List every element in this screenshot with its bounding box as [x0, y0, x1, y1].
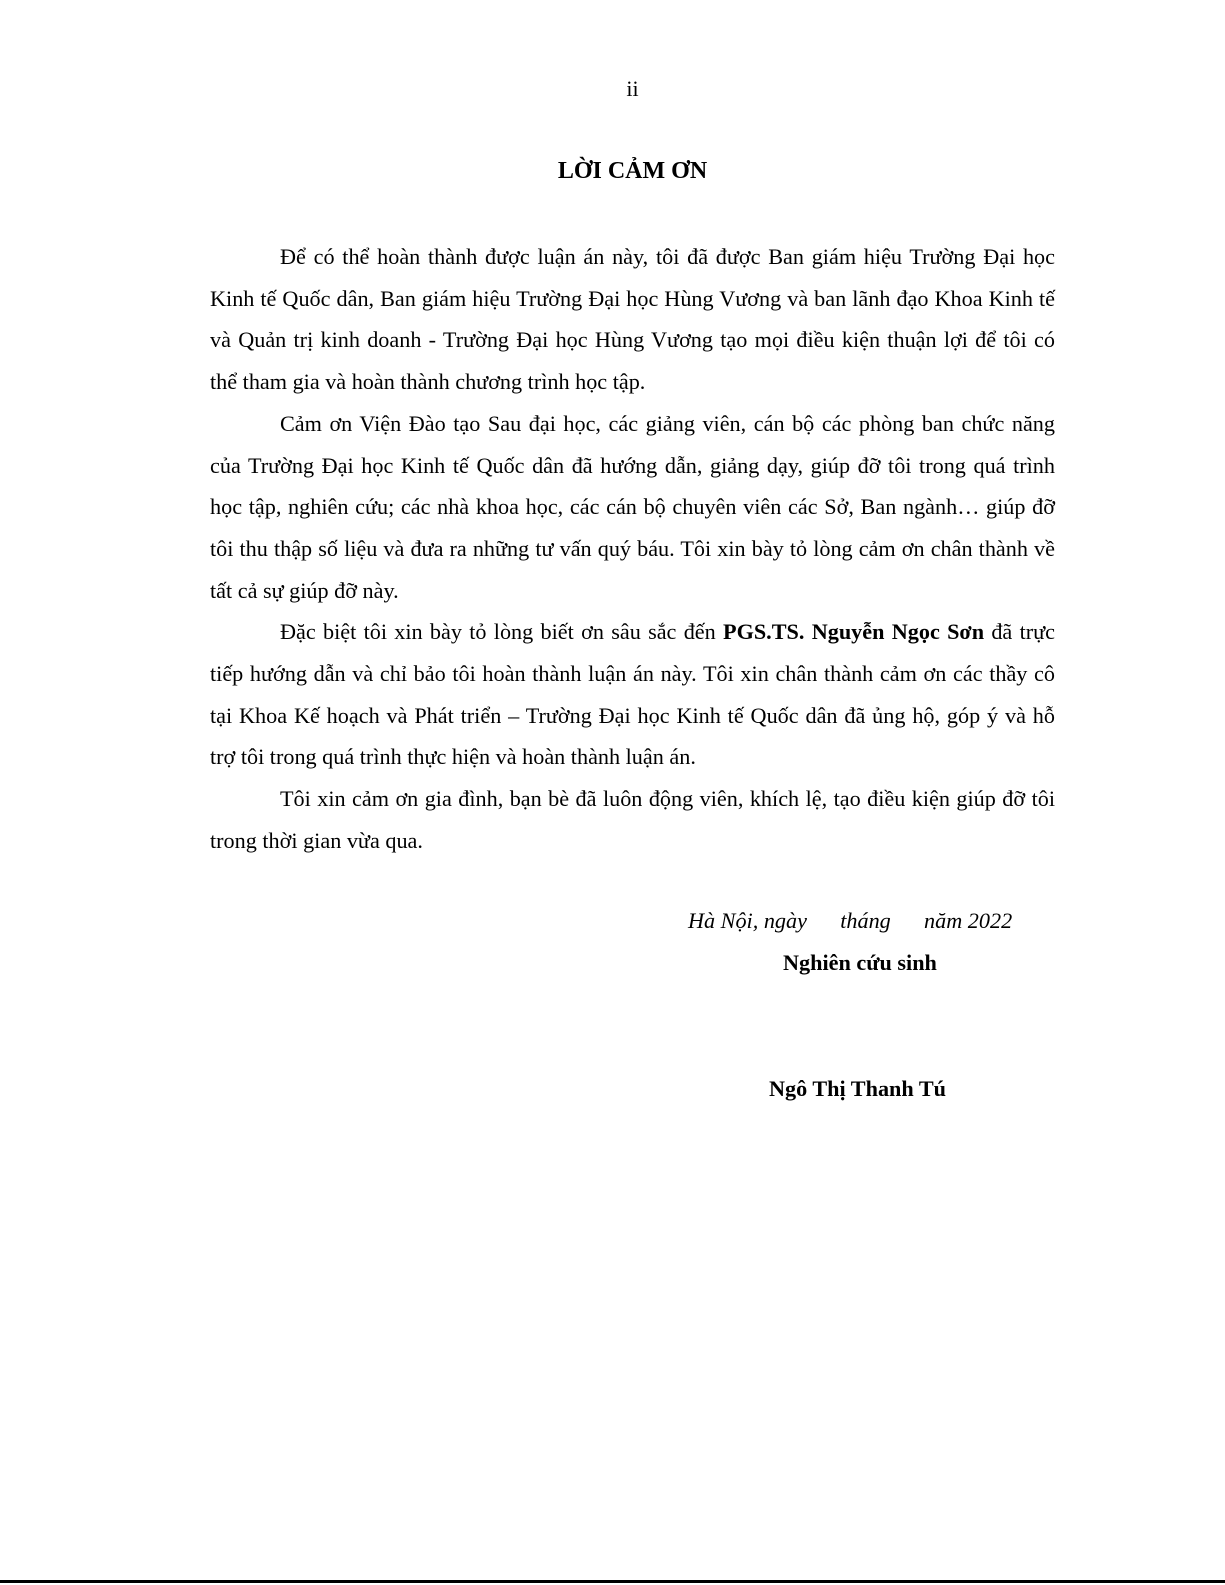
paragraph-institutions: Để có thể hoàn thành được luận án này, tôi đã được Ban giám hiệu Trường Đại học Kinh tế Quốc dân, Ban giám hiệu Trường Đại học Hùng Vương và ban lãnh đạo Khoa Kinh tế và Quản trị kinh doanh - Trường Đại học Hùng Vương tạo mọi điều kiện thuận lợi để tôi có thể tham gia và hoàn thành chương trình học tập. [210, 244, 1055, 395]
paragraph-advisor [210, 611, 1055, 778]
paragraph-staff: Cảm ơn Viện Đào tạo Sau đại học, các giảng viên, cán bộ các phòng ban chức năng của Trường Đại học Kinh tế Quốc dân đã hướng dẫn, giảng dạy, giúp đỡ tôi trong quá trình học tập, nghiên cứu; các nhà khoa học, các cán bộ chuyên viên các Sở, Ban ngành… giúp đỡ tôi thu thập số liệu và đưa ra những tư vấn quý báu. Tôi xin bày tỏ lòng cảm ơn chân thành về tất cả sự giúp đỡ này. [210, 410, 1055, 603]
paragraph-family: Tôi xin cảm ơn gia đình, bạn bè đã luôn động viên, khích lệ, tạo điều kiện giúp đỡ tôi trong thời gian vừa qua. [210, 786, 1055, 853]
page-number: ii [626, 76, 639, 101]
advisor-name: PGS.TS. Nguyễn Ngọc Sơn [723, 619, 985, 645]
signature-role: Nghiên cứu sinh [783, 950, 937, 975]
paragraph-advisor-intro: Đặc biệt tôi xin bày tỏ lòng biết ơn sâu sắc đến [280, 619, 724, 645]
signature-date-line: Hà Nội, ngày tháng năm 2022 [688, 908, 1013, 933]
page-bottom-border [0, 1580, 1225, 1583]
page-title: LỜI CẢM ƠN [557, 158, 708, 184]
paragraph-advisor-rest: đã trực tiếp hướng dẫn và chỉ bảo tôi hoàn thành luận án này. Tôi xin chân thành cảm ơn các thầy cô tại Khoa Kế hoạch và Phát triển – Trường Đại học Kinh tế Quốc dân đã ủng hộ, góp ý và hỗ trợ tôi trong quá trình thực hiện và hoàn thành luận án. [210, 619, 1055, 770]
signature-name: Ngô Thị Thanh Tú [769, 1076, 947, 1101]
acknowledgement-body [210, 236, 1055, 862]
